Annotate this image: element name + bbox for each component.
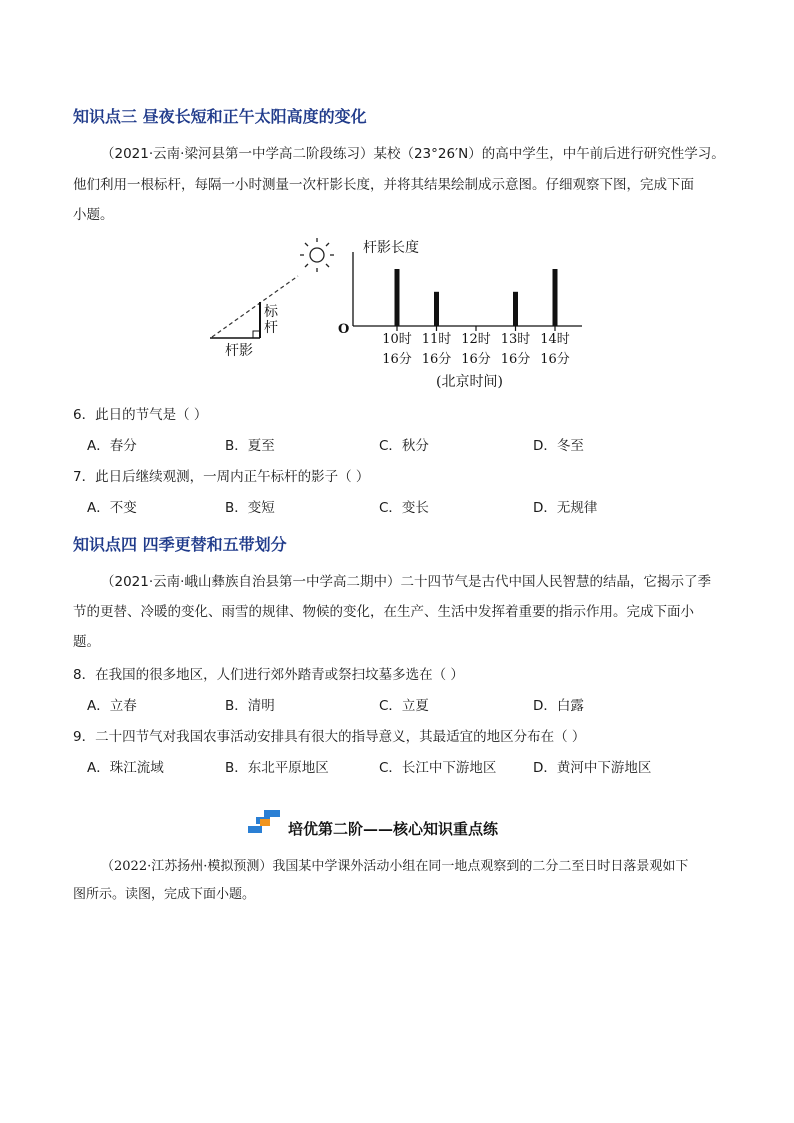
- stage-2-title: 培优第二阶——核心知识重点练: [288, 820, 499, 838]
- question-6-option-d[interactable]: D．冬至: [533, 438, 584, 454]
- chart-title: 杆影长度: [363, 240, 419, 256]
- question-6-option-b[interactable]: B．夏至: [225, 438, 275, 454]
- x-tick-label-minute-5: 16分: [540, 352, 570, 367]
- shadow-label: 杆影: [225, 343, 253, 359]
- x-tick-label-time-3: 12时: [461, 332, 491, 347]
- question-8-option-c[interactable]: C．立夏: [379, 698, 429, 714]
- x-tick-label-time-2: 11时: [421, 332, 452, 347]
- question-6-option-a[interactable]: A．春分: [87, 438, 137, 454]
- shadow-bar-2: [434, 292, 439, 326]
- x-tick-label-minute-4: 16分: [500, 352, 531, 367]
- question-9-option-b[interactable]: B．东北平原地区: [225, 760, 329, 776]
- question-9-stem: 9．二十四节气对我国农事活动安排具有很大的指导意义，其最适宜的地区分布在（ ）: [73, 729, 586, 745]
- shadow-length-chart: [338, 239, 582, 390]
- question-7-option-b[interactable]: B．变短: [225, 500, 275, 516]
- stage2-intro-line-1: （2022·江苏扬州·模拟预测）我国某中学课外活动小组在同一地点观察到的二分二至日时日落景观如下: [101, 859, 689, 874]
- shadow-figure: [200, 232, 600, 392]
- sun-icon: [300, 238, 334, 272]
- question-8-option-a[interactable]: A．立春: [87, 698, 137, 714]
- section3-intro-line-1: （2021·云南·梁河县第一中学高二阶段练习）某校（23°26′N）的高中学生，中午前后进行研究性学习。: [101, 146, 725, 162]
- right-angle-marker: [253, 331, 260, 338]
- pole-label-1: 标: [264, 304, 278, 320]
- origin-label: O: [338, 322, 350, 337]
- section4-intro-line-1: （2021·云南·峨山彝族自治县第一中学高二期中）二十四节气是古代中国人民智慧的结晶，它揭示了季: [101, 574, 711, 590]
- time-footer: (北京时间): [436, 374, 503, 390]
- stage2-intro-line-2: 图所示。读图，完成下面小题。: [73, 887, 256, 902]
- section3-intro-line-2: 他们利用一根标杆，每隔一小时测量一次杆影长度，并将其结果绘制成示意图。仔细观察下图，完成下面: [73, 177, 694, 193]
- question-6-option-c[interactable]: C．秋分: [379, 438, 429, 454]
- x-tick-label-minute-2: 16分: [421, 352, 452, 367]
- question-9-option-d[interactable]: D．黄河中下游地区: [533, 760, 652, 776]
- section3-intro-line-3: 小题。: [73, 207, 114, 223]
- shadow-bar-5: [553, 269, 558, 326]
- question-8-option-d[interactable]: D．白露: [533, 698, 584, 714]
- stairs-icon: [248, 808, 282, 836]
- x-tick-label-time-4: 13时: [500, 332, 531, 347]
- question-7-option-c[interactable]: C．变长: [379, 500, 429, 516]
- sun-ray-line: [212, 276, 298, 337]
- question-7-stem: 7．此日后继续观测，一周内正午标杆的影子（ ）: [73, 469, 370, 485]
- x-tick-label-time-5: 14时: [540, 332, 570, 347]
- question-7-option-d[interactable]: D．无规律: [533, 500, 598, 516]
- section-heading-4: 知识点四 四季更替和五带划分: [73, 535, 287, 554]
- x-tick-label-minute-1: 16分: [382, 352, 412, 367]
- x-tick-label-minute-3: 16分: [461, 352, 491, 367]
- question-7-option-a[interactable]: A．不变: [87, 500, 137, 516]
- question-6-stem: 6．此日的节气是（ ）: [73, 407, 208, 423]
- section4-intro-line-3: 题。: [73, 634, 100, 650]
- question-9-option-c[interactable]: C．长江中下游地区: [379, 760, 497, 776]
- x-tick-label-time-1: 10时: [382, 332, 412, 347]
- question-8-option-b[interactable]: B．清明: [225, 698, 275, 714]
- pole-label-2: 杆: [264, 320, 278, 336]
- shadow-bar-4: [513, 292, 518, 326]
- question-9-option-a[interactable]: A．珠江流域: [87, 760, 164, 776]
- question-8-stem: 8．在我国的很多地区，人们进行郊外踏青或祭扫坟墓多选在（ ）: [73, 667, 464, 683]
- shadow-bar-1: [395, 269, 400, 326]
- section-heading-3: 知识点三 昼夜长短和正午太阳高度的变化: [73, 107, 367, 126]
- section4-intro-line-2: 节的更替、冷暖的变化、雨雪的规律、物候的变化，在生产、生活中发挥着重要的指示作用。完成下面小: [73, 604, 694, 620]
